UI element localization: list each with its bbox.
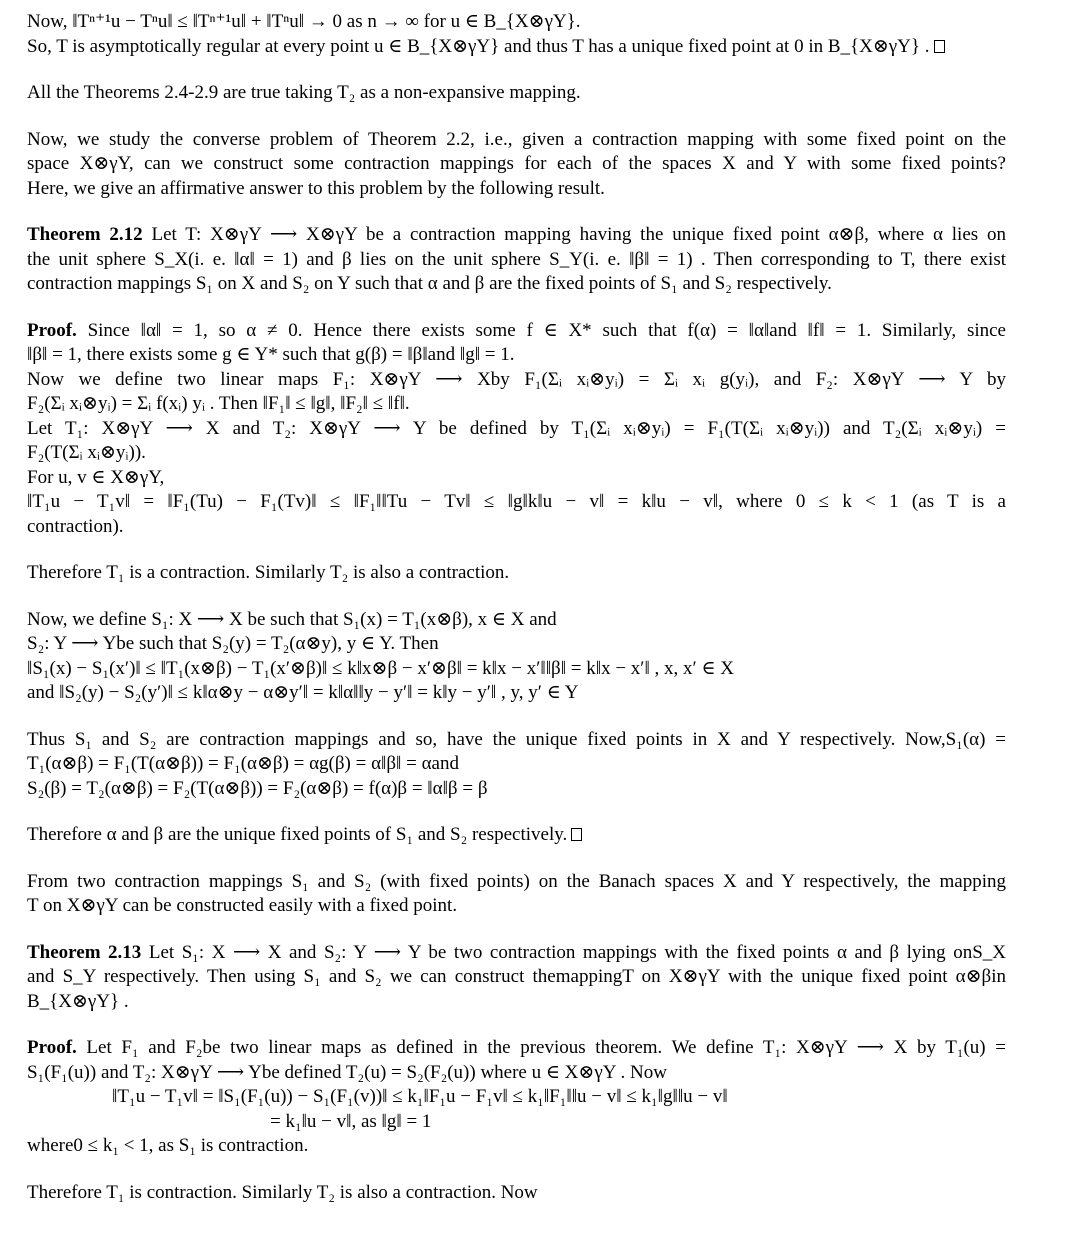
text-line: Now, we define S₁: X ⟶ X be such that S₁(x) = T₁(x⊗β), x ∈ X and xyxy=(27,608,557,630)
text-line: Now, ‖Tⁿ⁺¹u − Tⁿu‖ ≤ ‖Tⁿ⁺¹u‖ + ‖Tⁿu‖ → 0 as n → ∞ for u ∈ B_{X⊗γY}. xyxy=(27,11,581,32)
text-line: Now, we study the converse problem of Theorem 2.2, i.e., given a contraction mapping with some fixed point on the xyxy=(27,128,1006,150)
text-line: S₁(F₁(u)) and T₂: X⊗γY ⟶ Ybe defined T₂(u) = S₂(F₂(u)) where u ∈ X⊗γY . Now xyxy=(27,1061,667,1083)
document-page xyxy=(27,10,1006,1205)
text-line: S₂(β) = T₂(α⊗β) = F₂(T(α⊗β)) = F₂(α⊗β) = f(α)β = ‖α‖β = β xyxy=(27,777,488,799)
text-line: space X⊗γY, can we construct some contraction mappings for each of the spaces X and Y with some fixed points? xyxy=(27,153,1006,174)
text-line: Here, we give an affirmative answer to this problem by the following result. xyxy=(27,177,605,199)
text-line: the unit sphere S_X(i. e. ‖α‖ = 1) and β lies on the unit sphere S_Y(i. e. ‖β‖ = 1) . Then corresponding to T, there exist xyxy=(27,248,1006,270)
text-line: Therefore α and β are the unique fixed points of S₁ and S₂ respectively. xyxy=(27,823,1006,848)
theorem-line: Theorem 2.13 Let S₁: X ⟶ X and S₂: Y ⟶ Y be two contraction mappings with the fixed points α and β lying onS_X xyxy=(27,941,1006,963)
text-line: where0 ≤ k₁ < 1, as S₁ is contraction. xyxy=(27,1135,309,1156)
theorem-line: Theorem 2.12 Let T: X⊗γY ⟶ X⊗γY be a contraction mapping having the unique fixed point α⊗β, where α lies on xyxy=(27,224,1006,245)
text-line: contraction mappings S₁ on X and S₂ on Y such that α and β are the fixed points of S₁ and S₂ respectively. xyxy=(27,273,832,294)
text-line: B_{X⊗γY} . xyxy=(27,990,129,1012)
equation-line: ‖T₁u − T₁v‖ = ‖S₁(F₁(u)) − S₁(F₁(v))‖ ≤ k₁‖F₁u − F₁v‖ ≤ k₁‖F₁‖‖u − v‖ ≤ k₁‖g‖‖u − v‖ xyxy=(112,1086,728,1107)
proof-line: Proof. Let F₁ and F₂be two linear maps as defined in the previous theorem. We define T₁: X⊗γY ⟶ X by T₁(u) = xyxy=(27,1037,1006,1058)
qed-square-icon xyxy=(571,828,582,841)
theorem-heading: Theorem 2.13 xyxy=(27,941,142,963)
equation-line: = k₁‖u − v‖, as ‖g‖ = 1 xyxy=(270,1110,432,1132)
text-line: and ‖S₂(y) − S₂(y′)‖ ≤ k‖α⊗y − α⊗y′‖ = k‖α‖‖y − y′‖ = k‖y − y′‖ , y, y′ ∈ Y xyxy=(27,682,579,703)
text-line: So, T is asymptotically regular at every point u ∈ B_{X⊗γY} and thus T has a unique fixed point at 0 in B_{X⊗γY} . xyxy=(27,35,1006,60)
theorem-heading: Theorem 2.12 xyxy=(27,224,143,245)
text-line: Let T₁: X⊗γY ⟶ X and T₂: X⊗γY ⟶ Y be defined by T₁(Σᵢ xᵢ⊗yᵢ) = F₁(T(Σᵢ xᵢ⊗yᵢ)) and T₂(Σᵢ xᵢ⊗yᵢ) = xyxy=(27,417,1006,439)
text-line: All the Theorems 2.4-2.9 are true taking T₂ as a non-expansive mapping. xyxy=(27,82,581,103)
proof-heading: Proof. xyxy=(27,319,77,341)
text-line: ‖β‖ = 1, there exists some g ∈ Y* such that g(β) = ‖β‖and ‖g‖ = 1. xyxy=(27,344,515,365)
text-line: F₂(Σᵢ xᵢ⊗yᵢ) = Σᵢ f(xᵢ) yᵢ . Then ‖F₁‖ ≤ ‖g‖, ‖F₂‖ ≤ ‖f‖. xyxy=(27,393,410,414)
text-line: From two contraction mappings S₁ and S₂ (with fixed points) on the Banach spaces X and Y respectively, the mapping xyxy=(27,870,1006,892)
text-line: S₂: Y ⟶ Ybe such that S₂(y) = T₂(α⊗y), y ∈ Y. Then xyxy=(27,633,439,654)
text-line: Therefore T₁ is a contraction. Similarly T₂ is also a contraction. xyxy=(27,562,510,583)
text-line: ‖T₁u − T₁v‖ = ‖F₁(Tu) − F₁(Tv)‖ ≤ ‖F₁‖‖Tu − Tv‖ ≤ ‖g‖k‖u − v‖ = k‖u − v‖, where 0 ≤ k < 1 (as T is a xyxy=(27,491,1006,512)
proof-line: Proof. Since ‖α‖ = 1, so α ≠ 0. Hence there exists some f ∈ X* such that f(α) = ‖α‖and ‖f‖ = 1. Similarly, since xyxy=(27,319,1006,341)
text-line: T on X⊗γY can be constructed easily with a fixed point. xyxy=(27,895,458,916)
text-line: Now we define two linear maps F₁: X⊗γY ⟶ Xby F₁(Σᵢ xᵢ⊗yᵢ) = Σᵢ xᵢ g(yᵢ), and F₂: X⊗γY ⟶ Y by xyxy=(27,368,1006,390)
text-line: contraction). xyxy=(27,515,124,537)
text-line: F₂(T(Σᵢ xᵢ⊗yᵢ)). xyxy=(27,442,146,463)
text-line: ‖S₁(x) − S₁(x′)‖ ≤ ‖T₁(x⊗β) − T₁(x′⊗β)‖ ≤ k‖x⊗β − x′⊗β‖ = k‖x − x′‖‖β‖ = k‖x − x′‖ , x, x′ ∈ X xyxy=(27,657,734,679)
text-line: T₁(α⊗β) = F₁(T(α⊗β)) = F₁(α⊗β) = αg(β) = α‖β‖ = αand xyxy=(27,753,459,774)
text-line: and S_Y respectively. Then using S₁ and S₂ we can construct themappingT on X⊗γY with the unique fixed point α⊗βin xyxy=(27,966,1006,987)
proof-heading: Proof. xyxy=(27,1037,77,1058)
text-line: For u, v ∈ X⊗γY, xyxy=(27,466,165,488)
text-line: Thus S₁ and S₂ are contraction mappings and so, have the unique fixed points in X and Y respectively. Now,S₁(α) = xyxy=(27,728,1006,750)
text-line: Therefore T₁ is contraction. Similarly T₂ is also a contraction. Now xyxy=(27,1181,538,1203)
qed-square-icon xyxy=(934,40,945,53)
